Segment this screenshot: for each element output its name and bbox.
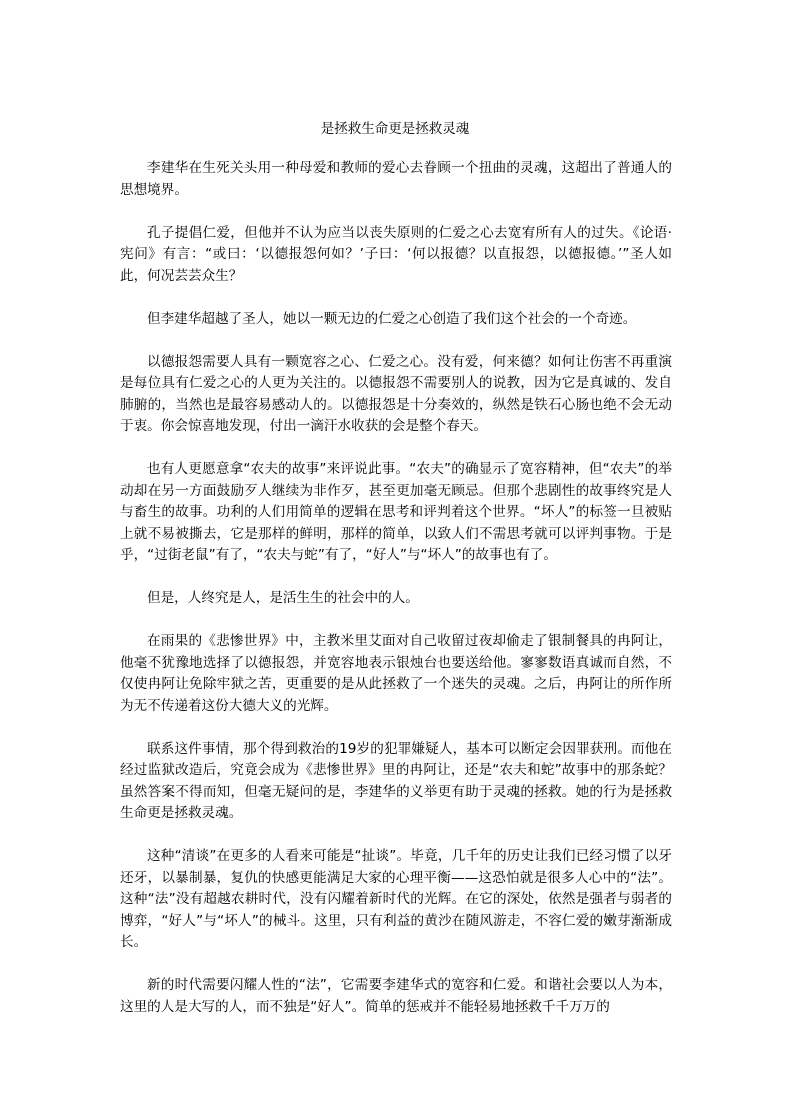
paragraph-7: 在雨果的《悲惨世界》中，主教米里艾面对自己收留过夜却偷走了银制餐具的冉阿让，他毫不犹豫地选择了以德报怨，并宽容地表示银烛台也要送给他。寥寥数语真诚而自然，不仅使冉阿让免除牢狱之苦，更重要的是从此拯救了一个迷失的灵魂。之后，冉阿让的所作所为无不传递着这份大德大义的光辉。	[120, 633, 672, 714]
paragraph-10: 新的时代需要闪耀人性的“法”，它需要李建华式的宽容和仁爱。和谐社会要以人为本，这里的人是大写的人，而不独是“好人”。简单的惩戒并不能轻易地拯救千千万万的	[120, 977, 672, 1015]
paragraph-2: 孔子提倡仁爱，但他并不认为应当以丧失原则的仁爱之心去宽宥所有人的过失。《论语·宪问》有言：“或曰：‘以德报怨何如？’子曰：‘何以报德？以直报怨，以德报德。’”圣人如此，何况芸芸众生？	[120, 224, 672, 284]
paragraph-6: 但是，人终究是人，是活生生的社会中的人。	[147, 590, 419, 606]
paragraph-5: 也有人更愿意拿“农夫的故事”来评说此事。“农夫”的确显示了宽容精神，但“农夫”的举动却在另一方面鼓励歹人继续为非作歹，甚至更加毫无顾忌。但那个悲剧性的故事终究是人与畜生的故事。功利的人们用简单的逻辑在思考和评判着这个世界。“坏人”的标签一旦被贴上就不易被撕去，它是那样的鲜明，那样的简单，以致人们不需思考就可以评判事物。于是乎，“过街老鼠”有了，“农夫与蛇”有了，“好人”与“坏人”的故事也有了。	[120, 461, 672, 563]
paragraph-3: 但李建华超越了圣人，她以一颗无边的仁爱之心创造了我们这个社会的一个奇迹。	[147, 310, 637, 327]
paragraph-1: 李建华在生死关头用一种母爱和教师的爱心去眷顾一个扭曲的灵魂，这超出了普通人的思想境界。	[120, 160, 672, 198]
paragraph-8: 联系这件事情，那个得到救治的19岁的犯罪嫌疑人，基本可以断定会因罪获刑。而他在经过监狱改造后，究竟会成为《悲惨世界》里的冉阿让，还是“农夫和蛇”故事中的那条蛇？虽然答案不得而知，但毫无疑问的是，李建华的义举更有助于灵魂的拯救。她的行为是拯救生命更是拯救灵魂。	[120, 740, 672, 821]
document-title: 是拯救生命更是拯救灵魂	[320, 121, 470, 137]
paragraph-9: 这种“清谈”在更多的人看来可能是“扯谈”。毕竟，几千年的历史让我们已经习惯了以牙还牙，以暴制暴，复仇的快感更能满足大家的心理平衡——这恐怕就是很多人心中的“法”。这种“法”没有超越农耕时代，没有闪耀着新时代的光辉。在它的深处，依然是强者与弱者的博弈，“好人”与“坏人”的械斗。这里，只有利益的黄沙在随风游走，不容仁爱的嫩芽渐渐成长。	[120, 848, 672, 950]
document-body	[120, 158, 672, 1040]
paragraph-4: 以德报怨需要人具有一颗宽容之心、仁爱之心。没有爱，何来德？如何让伤害不再重演是每位具有仁爱之心的人更为关注的。以德报怨不需要别人的说教，因为它是真诚的、发自肺腑的，当然也是最容易感动人的。以德报怨是十分奏效的，纵然是铁石心肠也绝不会无动于衷。你会惊喜地发现，付出一滴汗水收获的会是整个春天。	[120, 353, 672, 434]
